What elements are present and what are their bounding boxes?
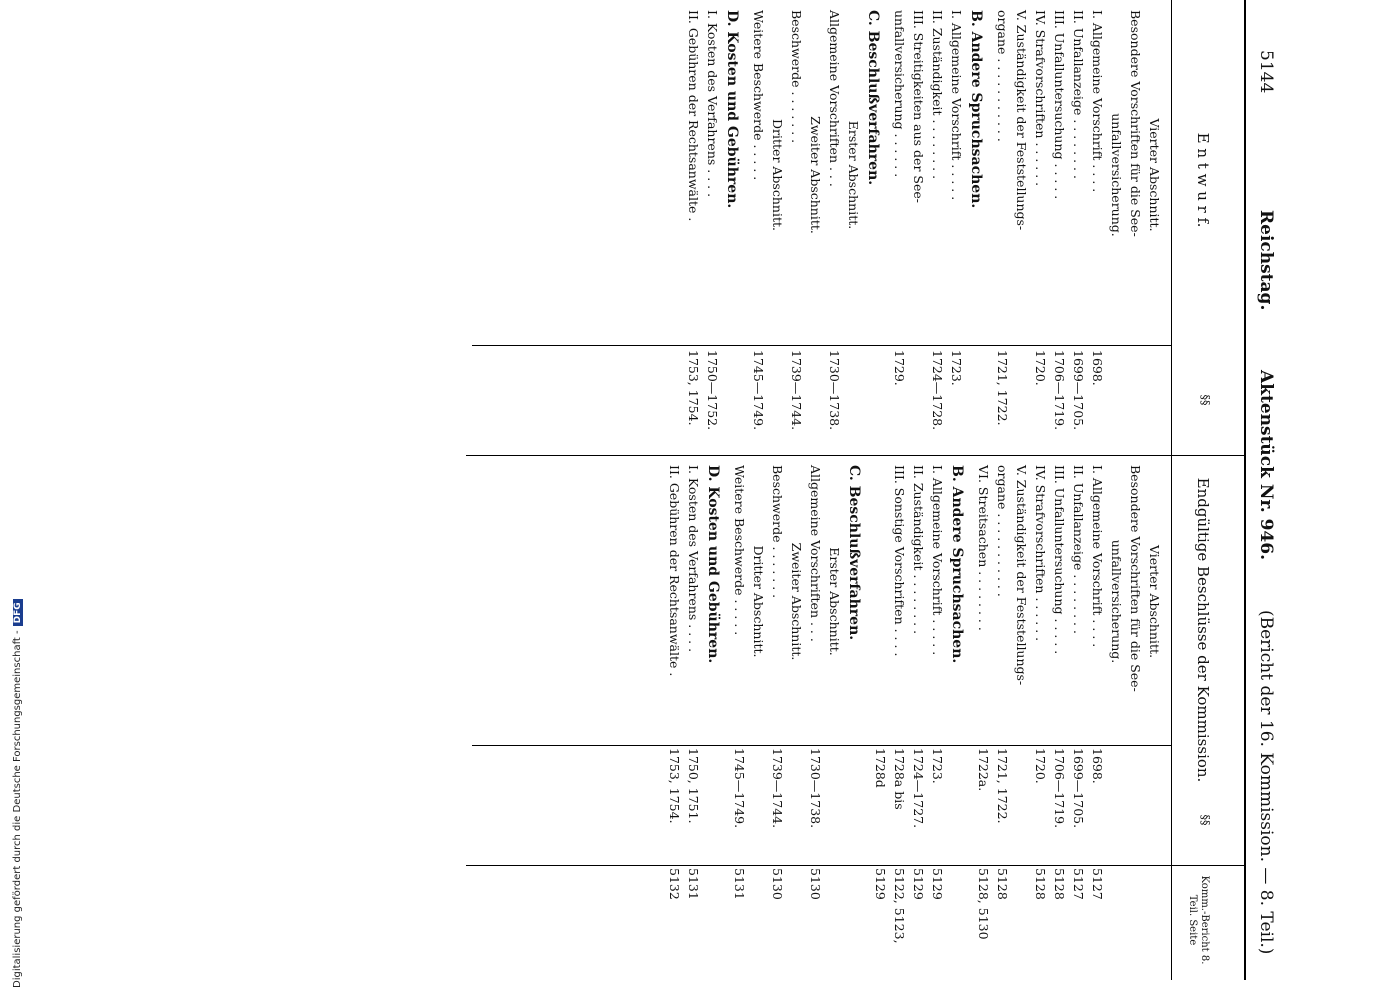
- beschluesse-paragraphs: 1753, 1754.: [667, 748, 682, 824]
- beschluesse-paragraphs: 1750, 1751.: [686, 748, 701, 824]
- beschluesse-entry-text: I. Allgemeine Vorschrift . . . . .: [930, 465, 945, 656]
- beschluesse-row: [703, 465, 722, 975]
- beschluesse-row: [928, 465, 947, 975]
- beschluesse-row: [993, 465, 1012, 975]
- beschluesse-row: [966, 465, 974, 975]
- entwurf-paragraphs: 1698.: [1090, 350, 1105, 386]
- beschluesse-paragraphs: 1706—1719.: [1052, 748, 1067, 829]
- beschluesse-entry-text: Zweiter Abschnitt.: [789, 542, 804, 661]
- beschluesse-row: [722, 465, 730, 975]
- entwurf-entry-text: II. Unfallanzeige . . . . . . . .: [1071, 10, 1086, 179]
- beschluesse-row: [871, 465, 890, 975]
- beschluesse-entry-text: Allgemeine Vorschriften . . .: [808, 465, 823, 642]
- beschluesse-row: [806, 465, 825, 975]
- entwurf-row: [768, 10, 787, 455]
- beschluesse-paragraphs: 1739—1744.: [770, 748, 785, 829]
- beschluesse-row: [768, 465, 787, 975]
- beschluesse-page-ref: 5132: [667, 868, 682, 900]
- beschluesse-entry-text: B. Andere Spruchsachen.: [949, 465, 965, 664]
- dfg-logo: DFG: [13, 599, 23, 626]
- entwurf-row: [1088, 10, 1107, 455]
- entwurf-entry-text: Erster Abschnitt.: [846, 120, 861, 230]
- entwurf-paragraphs: 1730—1738.: [827, 350, 842, 431]
- entwurf-row: [1012, 10, 1031, 455]
- beschluesse-entry-text: C. Beschlußverfahren.: [846, 465, 862, 641]
- entwurf-entry-text: D. Kosten und Gebühren.: [724, 10, 740, 209]
- entwurf-entry-text: Besondere Vorschriften für die See-: [1128, 10, 1143, 237]
- beschluesse-entry-text: V. Zuständigkeit der Feststellungs-: [1014, 465, 1029, 686]
- entwurf-para-heading: §§: [1199, 394, 1212, 406]
- entwurf-row: [882, 10, 890, 455]
- entwurf-row: [1031, 10, 1050, 455]
- header-rule: [1244, 0, 1246, 980]
- beschluesse-row: [1126, 465, 1145, 975]
- beschluesse-entry-text: I. Allgemeine Vorschrift . . . .: [1090, 465, 1105, 648]
- chamber-name: Reichstag.: [1256, 210, 1276, 311]
- entwurf-row: [741, 10, 749, 455]
- beschluesse-row: [974, 465, 993, 975]
- entwurf-paragraphs: 1723.: [949, 350, 964, 386]
- entwurf-paragraphs: 1739—1744.: [789, 350, 804, 431]
- ref-heading: Komm.-Bericht 8. Teil. Seite: [1187, 875, 1210, 965]
- beschluesse-page-ref: 5129: [930, 868, 945, 900]
- beschluesse-para-heading: §§: [1199, 814, 1212, 826]
- entwurf-row: [722, 10, 741, 455]
- entwurf-entry-text: I. Allgemeine Vorschrift . . . . .: [949, 10, 964, 201]
- entwurf-row: [928, 10, 947, 455]
- beschluesse-page-ref: 5131: [686, 868, 701, 900]
- beschluesse-row: [825, 465, 844, 975]
- entwurf-row: [749, 10, 768, 455]
- entwurf-row: [1107, 10, 1126, 455]
- credit-text: Digitalisierung gefördert durch die Deutsche Forschungsgemeinschaft -: [12, 630, 23, 988]
- beschluesse-entry-text: Beschwerde . . . . . . .: [770, 465, 785, 599]
- beschluesse-row: [1107, 465, 1126, 975]
- entwurf-row: [787, 10, 806, 455]
- beschluesse-entry-text: Weitere Beschwerde . . . . .: [732, 465, 747, 636]
- entwurf-entry-text: I. Kosten des Verfahrens . . . .: [705, 10, 720, 198]
- beschluesse-row: [1031, 465, 1050, 975]
- entwurf-entry-text: C. Beschlußverfahren.: [865, 10, 881, 186]
- beschluesse-row: [1012, 465, 1031, 975]
- entwurf-paragraphs: 1729.: [892, 350, 907, 386]
- entwurf-paragraphs: 1720.: [1033, 350, 1048, 386]
- report-title: (Bericht der 16. Kommission. — 8. Teil.): [1256, 610, 1276, 955]
- entwurf-paragraphs: 1706—1719.: [1052, 350, 1067, 431]
- entwurf-entry-text: V. Zuständigkeit der Feststellungs-: [1014, 10, 1029, 231]
- beschluesse-paragraphs: 1699—1705.: [1071, 748, 1086, 829]
- beschluesse-entry-text: D. Kosten und Gebühren.: [705, 465, 721, 664]
- entwurf-paragraphs: 1750—1752.: [705, 350, 720, 431]
- beschluesse-row: [749, 465, 768, 975]
- entwurf-row: [1050, 10, 1069, 455]
- beschluesse-page-ref: 5130: [808, 868, 823, 900]
- beschluesse-row: [909, 465, 928, 975]
- beschluesse-page-ref: 5122, 5123,: [892, 868, 907, 944]
- entwurf-row: [966, 10, 985, 455]
- entwurf-row: [703, 10, 722, 455]
- entwurf-row: [993, 10, 1012, 455]
- beschluesse-paragraphs: 1721, 1722.: [995, 748, 1010, 824]
- entwurf-entry-text: IV. Strafvorschriften . . . . . .: [1033, 10, 1048, 187]
- beschluesse-entry-text: Vierter Abschnitt.: [1147, 544, 1162, 659]
- sidebar-credit: [0, 0, 23, 1000]
- beschluesse-entry-text: Besondere Vorschriften für die See-: [1128, 465, 1143, 692]
- beschluesse-entry-text: III. Sonstige Vorschriften . . . .: [892, 465, 907, 657]
- beschluesse-page-ref: 5128: [1052, 868, 1067, 900]
- beschluesse-page-ref: 5128: [995, 868, 1010, 900]
- entwurf-entry-text: unfallversicherung . . . . . .: [892, 10, 907, 178]
- beschluesse-heading: Endgültige Beschlüsse der Kommission.: [1194, 477, 1212, 783]
- beschluesse-entry-text: IV. Strafvorschriften . . . . . .: [1033, 465, 1048, 642]
- entwurf-entry-text: III. Unfalluntersuchung . . . . .: [1052, 10, 1067, 200]
- beschluesse-entry-text: VI. Streitsachen . . . . . . . .: [976, 465, 991, 631]
- entwurf-entry-text: II. Zuständigkeit . . . . . . . .: [930, 10, 945, 180]
- beschluesse-paragraphs: 1728d: [873, 748, 888, 788]
- beschluesse-row: [684, 465, 703, 975]
- divider-main: [466, 455, 1246, 456]
- entwurf-entry-text: B. Andere Spruchsachen.: [968, 10, 984, 209]
- entwurf-entry-text: unfallversicherung.: [1109, 113, 1124, 237]
- entwurf-entry-text: Weitere Beschwerde . . . . .: [751, 10, 766, 181]
- beschluesse-page-ref: 5128: [1033, 868, 1048, 900]
- beschluesse-row: [1069, 465, 1088, 975]
- entwurf-heading: E n t w u r f.: [1194, 132, 1212, 228]
- column-head-rule: [1171, 0, 1172, 980]
- beschluesse-row: [947, 465, 966, 975]
- entwurf-row: [890, 10, 909, 455]
- beschluesse-paragraphs: 1720.: [1033, 748, 1048, 784]
- entwurf-entry-text: Allgemeine Vorschriften . . .: [827, 10, 842, 187]
- page-number: 5144: [1256, 50, 1276, 94]
- credit-line: [12, 599, 23, 988]
- beschluesse-row: [730, 465, 749, 975]
- beschluesse-entry-text: Erster Abschnitt.: [827, 547, 842, 656]
- document-number: Aktenstück Nr. 946.: [1256, 370, 1276, 561]
- entwurf-column: [684, 10, 1164, 455]
- beschluesse-page-ref: 5127: [1071, 868, 1086, 900]
- beschluesse-paragraphs: 1745—1749.: [732, 748, 747, 829]
- beschluesse-row: [787, 465, 806, 975]
- beschluesse-entry-text: II. Gebühren der Rechtsanwälte .: [667, 465, 682, 677]
- entwurf-entry-text: Vierter Abschnitt.: [1147, 118, 1162, 232]
- beschluesse-row: [1145, 465, 1164, 975]
- beschluesse-row: [844, 465, 863, 975]
- entwurf-row: [844, 10, 863, 455]
- beschluesse-page-ref: 5128, 5130: [976, 868, 991, 940]
- beschluesse-paragraphs: 1723.: [930, 748, 945, 784]
- entwurf-entry-text: I. Allgemeine Vorschrift . . . .: [1090, 10, 1105, 193]
- entwurf-row: [909, 10, 928, 455]
- entwurf-entry-text: Zweiter Abschnitt.: [808, 116, 823, 234]
- entwurf-paragraphs: 1745—1749.: [751, 350, 766, 431]
- entwurf-entry-text: III. Streitigkeiten aus der See-: [911, 10, 926, 203]
- entwurf-row: [947, 10, 966, 455]
- entwurf-entry-text: II. Gebühren der Rechtsanwälte .: [686, 10, 701, 222]
- beschluesse-paragraphs: 1724—1727.: [911, 748, 926, 829]
- entwurf-entry-text: Dritter Abschnitt.: [770, 119, 785, 231]
- beschluesse-page-ref: 5127: [1090, 868, 1105, 900]
- beschluesse-page-ref: 5131: [732, 868, 747, 900]
- entwurf-row: [985, 10, 993, 455]
- beschluesse-page-ref: 5129: [911, 868, 926, 900]
- beschluesse-paragraphs: 1730—1738.: [808, 748, 823, 829]
- beschluesse-row: [890, 465, 909, 975]
- beschluesse-row: [863, 465, 871, 975]
- entwurf-row: [1069, 10, 1088, 455]
- entwurf-paragraphs: 1721, 1722.: [995, 350, 1010, 426]
- beschluesse-paragraphs: 1722a.: [976, 748, 991, 792]
- entwurf-row: [825, 10, 844, 455]
- entwurf-row: [1126, 10, 1145, 455]
- beschluesse-page-ref: 5129: [873, 868, 888, 900]
- beschluesse-entry-text: Dritter Abschnitt.: [751, 545, 766, 658]
- beschluesse-entry-text: unfallversicherung.: [1109, 539, 1124, 664]
- page-header: [1244, 50, 1290, 970]
- beschluesse-page-ref: 5130: [770, 868, 785, 900]
- entwurf-paragraphs: 1753, 1754.: [686, 350, 701, 426]
- entwurf-row: [863, 10, 882, 455]
- entwurf-row: [1145, 10, 1164, 455]
- entwurf-row: [806, 10, 825, 455]
- entwurf-paragraphs: 1699—1705.: [1071, 350, 1086, 431]
- beschluesse-entry-text: II. Unfallanzeige . . . . . . . .: [1071, 465, 1086, 634]
- entwurf-entry-text: Beschwerde . . . . . . .: [789, 10, 804, 144]
- rotated-page: [90, 0, 1290, 980]
- beschluesse-row: [1088, 465, 1107, 975]
- beschluesse-row: [1050, 465, 1069, 975]
- entwurf-entry-text: organe . . . . . . . . . . .: [995, 10, 1010, 142]
- beschluesse-entry-text: II. Zuständigkeit . . . . . . . .: [911, 465, 926, 635]
- entwurf-row: [684, 10, 703, 455]
- beschluesse-entry-text: I. Kosten des Verfahrens . . . .: [686, 465, 701, 653]
- beschluesse-row: [665, 465, 684, 975]
- beschluesse-paragraphs: 1728a bis: [892, 748, 907, 810]
- beschluesse-column: [665, 465, 1164, 975]
- beschluesse-paragraphs: 1698.: [1090, 748, 1105, 784]
- beschluesse-entry-text: organe . . . . . . . . . . .: [995, 465, 1010, 597]
- entwurf-paragraphs: 1724—1728.: [930, 350, 945, 431]
- beschluesse-entry-text: III. Unfalluntersuchung . . . . .: [1052, 465, 1067, 655]
